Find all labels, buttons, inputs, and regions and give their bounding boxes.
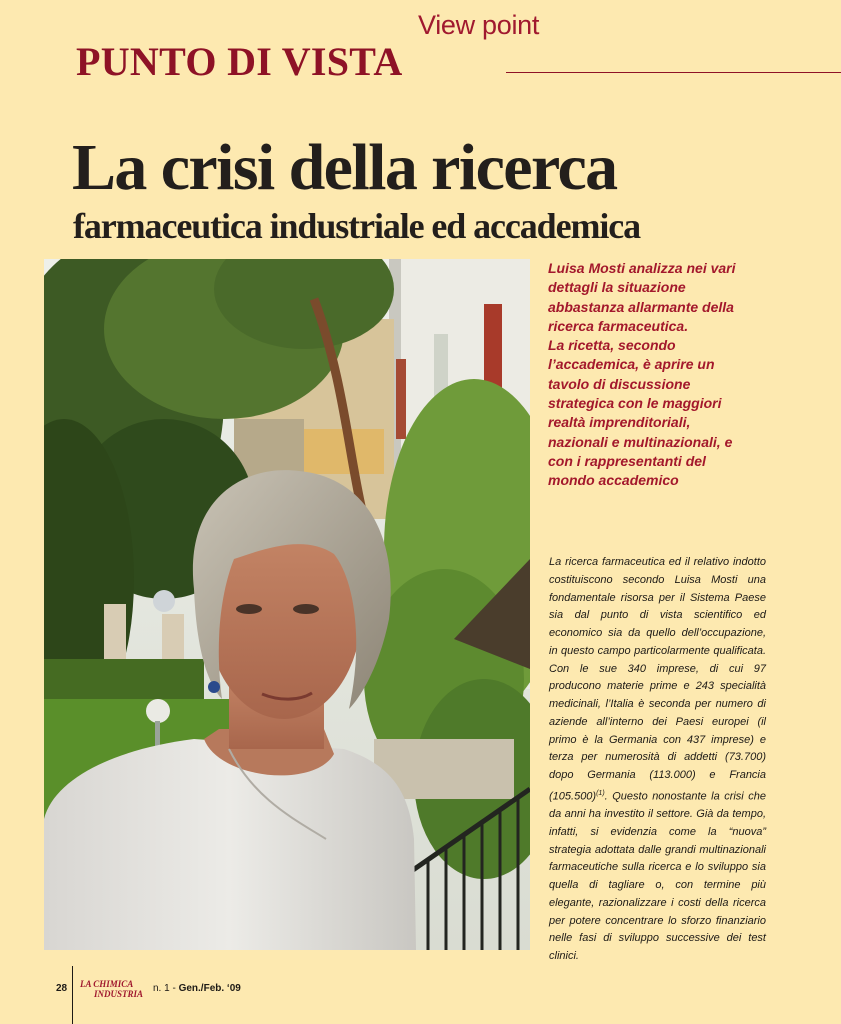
issue-number: n. 1 - xyxy=(153,983,179,994)
portrait-photo xyxy=(44,259,530,950)
lead-line-1: Luisa Mosti analizza nei vari dettagli la situazione abbastanza allarmante della ricerca farmaceutica. xyxy=(548,260,736,334)
article-body xyxy=(549,554,766,966)
issue-date: Gen./Feb. ‘09 xyxy=(178,983,241,994)
article-subtitle: farmaceutica industriale ed accademica xyxy=(73,206,641,246)
footnote-reference: (1) xyxy=(596,789,605,797)
body-text-part2: . Questo nonostante la crisi che da anni ha investito il settore. Già da tempo, infatti, si evidenzia come la “nuova” strategia adottata dalle grandi multinazionali farmaceutiche sulla ricerca e lo sviluppo sia quella di tagliare o, con termine più elegante, razionalizzare i costi della ricerca per potere concentrare lo sforzo finanziario nelle fasi di sviluppo successive dei test clinici. xyxy=(549,790,766,963)
lead-paragraph xyxy=(548,259,748,491)
magazine-logo-line1: LA CHIMICA xyxy=(80,979,134,989)
article-title: La crisi della ricerca xyxy=(72,131,617,204)
page-number: 28 xyxy=(56,983,68,994)
body-text-part1: La ricerca farmaceutica ed il relativo indotto costituiscono secondo Luisa Mosti una fondamentale risorsa per il Sistema Paese sia dal punto di vista scientifico ed economico sia da quello dell’occupazione, in questo campo particolarmente qualificata. Con le sue 340 imprese, di cui 97 producono materie prime e 243 specialità medicinali, l’Italia è seconda per numero di aziende all’interno dei Paesi europei (il primo è la Germania con 437 imprese) e terza per numerosità di addetti (73.700) dopo Germania (113.000) e Francia (105.500) xyxy=(549,556,766,803)
magazine-logo xyxy=(80,979,156,1009)
issue-info xyxy=(153,983,241,994)
section-label-italian: PUNTO DI VISTA xyxy=(76,39,403,84)
section-label-english: View point xyxy=(418,10,540,40)
header-rule xyxy=(506,72,841,73)
magazine-logo-line2: INDUSTRIA xyxy=(94,989,144,999)
lead-line-2: La ricetta, secondo l’accademica, è aprire un tavolo di discussione strategica con le maggiori realtà imprenditoriali, nazionali e multinazionali, e con i rappresentanti del mondo accademico xyxy=(548,337,733,489)
footer-rule xyxy=(72,966,73,1024)
